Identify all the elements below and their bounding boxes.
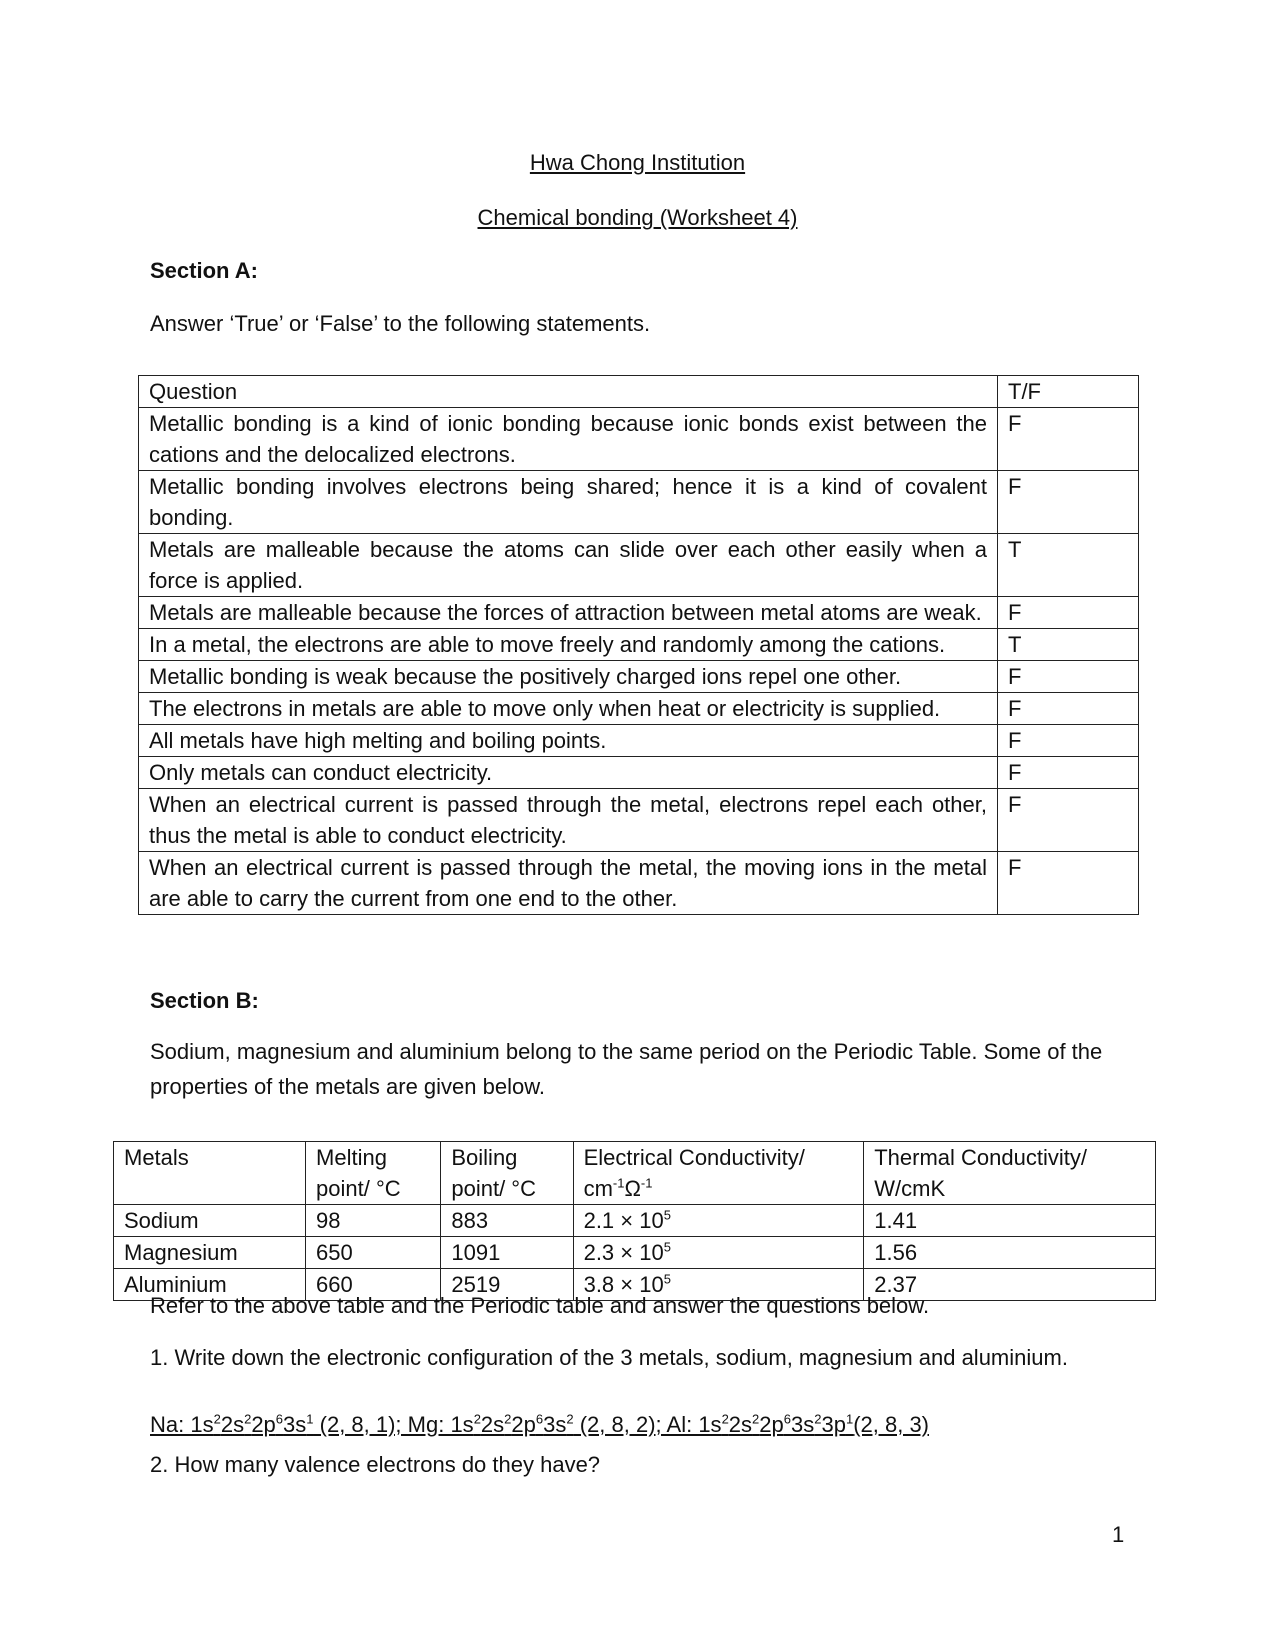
section-b-intro: Sodium, magnesium and aluminium belong to the same period on the Periodic Table. Some of the properties of the metals are given below. xyxy=(150,1039,1103,1099)
thermal-conductivity-cell: 2.37 xyxy=(864,1269,1156,1301)
answer-cell: F xyxy=(998,693,1139,725)
thermal-conductivity-cell: 1.41 xyxy=(864,1205,1156,1237)
electrical-conductivity-cell: $2.3 \times 10^5$ xyxy=(573,1237,864,1269)
melting-point-cell: 98 xyxy=(306,1205,441,1237)
section-b-heading: Section B: xyxy=(150,988,259,1013)
section-a-heading: Section A: xyxy=(150,258,258,283)
question-cell: Metals are malleable because the forces of attraction between metal atoms are weak. xyxy=(139,597,998,629)
metal-name-cell: Aluminium xyxy=(114,1269,306,1301)
thermal-conductivity-cell: 1.56 xyxy=(864,1237,1156,1269)
table-header-row xyxy=(114,1142,1156,1205)
answer-cell: F xyxy=(998,725,1139,757)
table-row xyxy=(139,534,1139,597)
table-row xyxy=(139,471,1139,534)
table-row xyxy=(114,1205,1156,1237)
question-1: 1. Write down the electronic configuration of the 3 metals, sodium, magnesium and aluminium. xyxy=(150,1345,1068,1370)
table-row xyxy=(139,789,1139,852)
question-2: 2. How many valence electrons do they have? xyxy=(150,1452,601,1477)
question-cell: Metals are malleable because the atoms can slide over each other easily when a force is applied. xyxy=(139,534,998,597)
boiling-point-cell: 883 xyxy=(441,1205,573,1237)
metal-name-cell: Magnesium xyxy=(114,1237,306,1269)
question-cell: Metallic bonding is a kind of ionic bonding because ionic bonds exist between the cations and the delocalized electrons. xyxy=(139,408,998,471)
boiling-point-header: Boiling point/ °C xyxy=(441,1142,573,1205)
table-row xyxy=(139,852,1139,915)
boiling-point-cell: 1091 xyxy=(441,1237,573,1269)
worksheet-title: Chemical bonding (Worksheet 4) xyxy=(477,205,798,230)
answer-cell: F xyxy=(998,597,1139,629)
question-cell: When an electrical current is passed through the metal, the moving ions in the metal are able to carry the current from one end to the other. xyxy=(139,852,998,915)
question-cell: When an electrical current is passed through the metal, electrons repel each other, thus the metal is able to conduct electricity. xyxy=(139,789,998,852)
question-cell: Metallic bonding is weak because the positively charged ions repel one other. xyxy=(139,661,998,693)
question-cell: In a metal, the electrons are able to move freely and randomly among the cations. xyxy=(139,629,998,661)
answer-cell: F xyxy=(998,852,1139,915)
electrical-conductivity-cell: $3.8 \times 10^5$ xyxy=(573,1269,864,1301)
answer-cell: T xyxy=(998,629,1139,661)
answer-cell: F xyxy=(998,661,1139,693)
answer-cell: F xyxy=(998,471,1139,534)
refer-instruction: Refer to the above table and the Periodic table and answer the questions below. xyxy=(150,1293,930,1318)
table-row xyxy=(139,757,1139,789)
tf-header: T/F xyxy=(998,376,1139,408)
table-header-row xyxy=(139,376,1139,408)
metals-header: Metals xyxy=(114,1142,306,1205)
question-cell: Only metals can conduct electricity. xyxy=(139,757,998,789)
table-row xyxy=(139,725,1139,757)
metal-properties-table xyxy=(113,1141,1156,1301)
question-header: Question xyxy=(139,376,998,408)
question-cell: The electrons in metals are able to move only when heat or electricity is supplied. xyxy=(139,693,998,725)
melting-point-cell: 660 xyxy=(306,1269,441,1301)
electrical-conductivity-header: Electrical Conductivity/ $cm^{-1}\Omega^{-1}$ xyxy=(573,1142,864,1205)
electrical-conductivity-cell: $2.1 \times 10^5$ xyxy=(573,1205,864,1237)
answer-cell: F xyxy=(998,408,1139,471)
answer-cell: F xyxy=(998,757,1139,789)
table-row xyxy=(139,661,1139,693)
institution-title: Hwa Chong Institution xyxy=(529,150,746,175)
question-cell: All metals have high melting and boiling points. xyxy=(139,725,998,757)
boiling-point-cell: 2519 xyxy=(441,1269,573,1301)
table-row xyxy=(139,693,1139,725)
section-a-instruction: Answer ‘True’ or ‘False’ to the following statements. xyxy=(150,311,651,336)
thermal-conductivity-header: Thermal Conductivity/ W/cmK xyxy=(864,1142,1156,1205)
table-row xyxy=(139,629,1139,661)
answer-cell: T xyxy=(998,534,1139,597)
answer-1-electronic-configuration: Na: $1s^22s^22p^63s^1$ (2, 8, 1); Mg: $1s^22s^22p^63s^2$ (2, 8, 2); Al: $1s^22s^22p^63s^23p^1(2$, 8, 3) xyxy=(150,1411,930,1437)
melting-point-header: Melting point/ °C xyxy=(306,1142,441,1205)
metal-name-cell: Sodium xyxy=(114,1205,306,1237)
table-row xyxy=(139,597,1139,629)
answer-cell: F xyxy=(998,789,1139,852)
melting-point-cell: 650 xyxy=(306,1237,441,1269)
true-false-table xyxy=(138,375,1139,915)
page-number: 1 xyxy=(1112,1522,1125,1547)
table-row xyxy=(114,1237,1156,1269)
question-cell: Metallic bonding involves electrons being shared; hence it is a kind of covalent bonding. xyxy=(139,471,998,534)
table-row xyxy=(139,408,1139,471)
